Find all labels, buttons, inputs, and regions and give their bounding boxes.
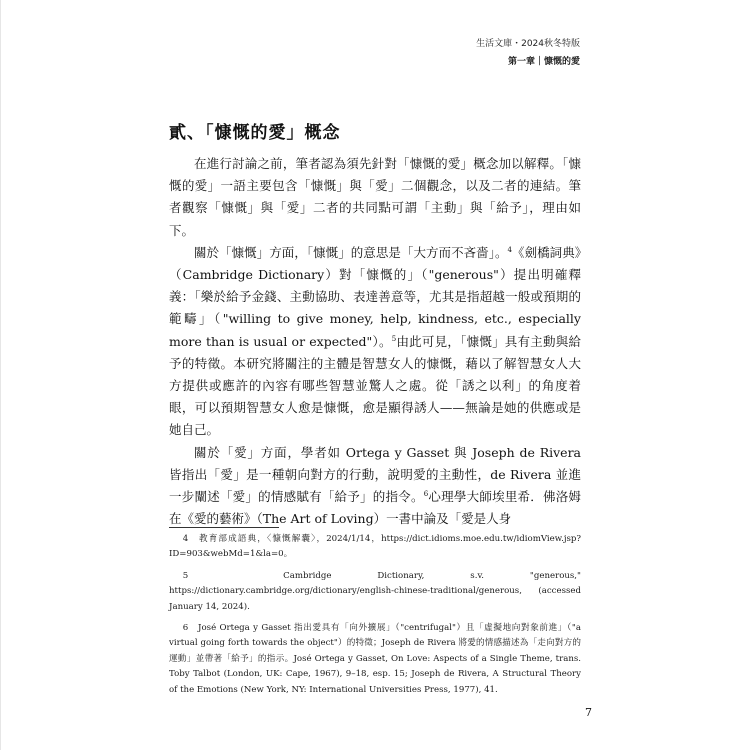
paragraph-love [169, 442, 581, 531]
paragraph-love-text-b: 心理學大師埃里希．佛洛姆在《愛的藝術》（The Art of Loving）一書中論及「愛是人身 [169, 489, 581, 527]
paragraph-love-text-a: 關於「愛」方面，學者如 Ortega y Gasset 與 Joseph de Rivera 皆指出「愛」是一種朝向對方的行動，說明愛的主動性，de Rivera 並進一步闡述「愛」的情感賦有「給予」的指令。 [169, 444, 581, 505]
footnote-divider [169, 527, 279, 528]
paragraph-intro [169, 153, 581, 242]
section-title: 貳、「慷慨的愛」概念 [169, 123, 341, 143]
paragraph-generosity-text-b: 《劍橋詞典》（Cambridge Dictionary）對「慷慨的」（"generous"）提出明確釋義：「樂於給予金錢、主動協助、表達善意等，尤其是指超越一般或預期的範疇」（"willing to give money, help, kindness, etc., especially more than is usual or expected"）。 [169, 244, 581, 349]
footnote-6: 6 José Ortega y Gasset 指出愛具有「向外擴展」（"centrifugal"）且「虛擬地向對象前進」（"a virtual going forth towards the object"）的特徵；Joseph de Rivera 將愛的情感描述為「走向對方的運動」並帶著「給予」的指示。José Ortega y Gasset, On Love: Aspects of a Single Theme, trans. Toby Talbot (London, UK: Cape, 1967), 9–18, esp. 15; Joseph de Rivera, A Structural Theory of the Emotions (New York, NY: International Universities Press, 1977), 41. [169, 623, 581, 695]
running-header-chapter: 第一章｜慷慨的愛 [507, 57, 580, 67]
footnote-ref-5[interactable]: 5 [391, 334, 397, 343]
footnote-5: 5 Cambridge Dictionary, s.v. "generous," https://dictionary.cambridge.org/dictionary/english-chinese-traditional/generous, (accessed January 14, 2024). [169, 570, 581, 612]
paragraph-generosity-text-c: 由此可見，「慷慨」具有主動與給予的特徵。本研究將關注的主體是智慧女人的慷慨，藉以了解智慧女人大方提供或應許的內容有哪些智慧並驚人之處。從「誘之以利」的角度着眼，可以預期智慧女人愈是慷慨，愈是顯得誘人——無論是她的供應或是她自己。 [169, 333, 581, 438]
body-text [169, 153, 581, 530]
footnote-ref-4[interactable]: 4 [507, 245, 512, 254]
footnotes [169, 532, 581, 704]
page-number: 7 [585, 706, 592, 719]
footnote-4: 4 教育部成語典，〈慷慨解囊〉，2024/1/14，https://dict.idioms.moe.edu.tw/idiomView.jsp?ID=903&webMd=1&la=0。 [169, 534, 581, 560]
paragraph-intro-text: 在進行討論之前，筆者認為須先針對「慷慨的愛」概念加以解釋。「慷慨的愛」一語主要包含「慷慨」與「愛」二個觀念，以及二者的連結。筆者觀察「慷慨」與「愛」二者的共同點可謂「主動」與「給予」，理由如下。 [169, 156, 581, 238]
paragraph-generosity-text-a: 關於「慷慨」方面，「慷慨」的意思是「大方而不吝嗇」。 [194, 244, 508, 260]
running-header-book-title: 生活文庫・2024秋冬特版 [476, 39, 580, 49]
footnote-ref-6[interactable]: 6 [423, 489, 429, 498]
paragraph-generosity [169, 242, 581, 442]
running-header [476, 38, 580, 68]
